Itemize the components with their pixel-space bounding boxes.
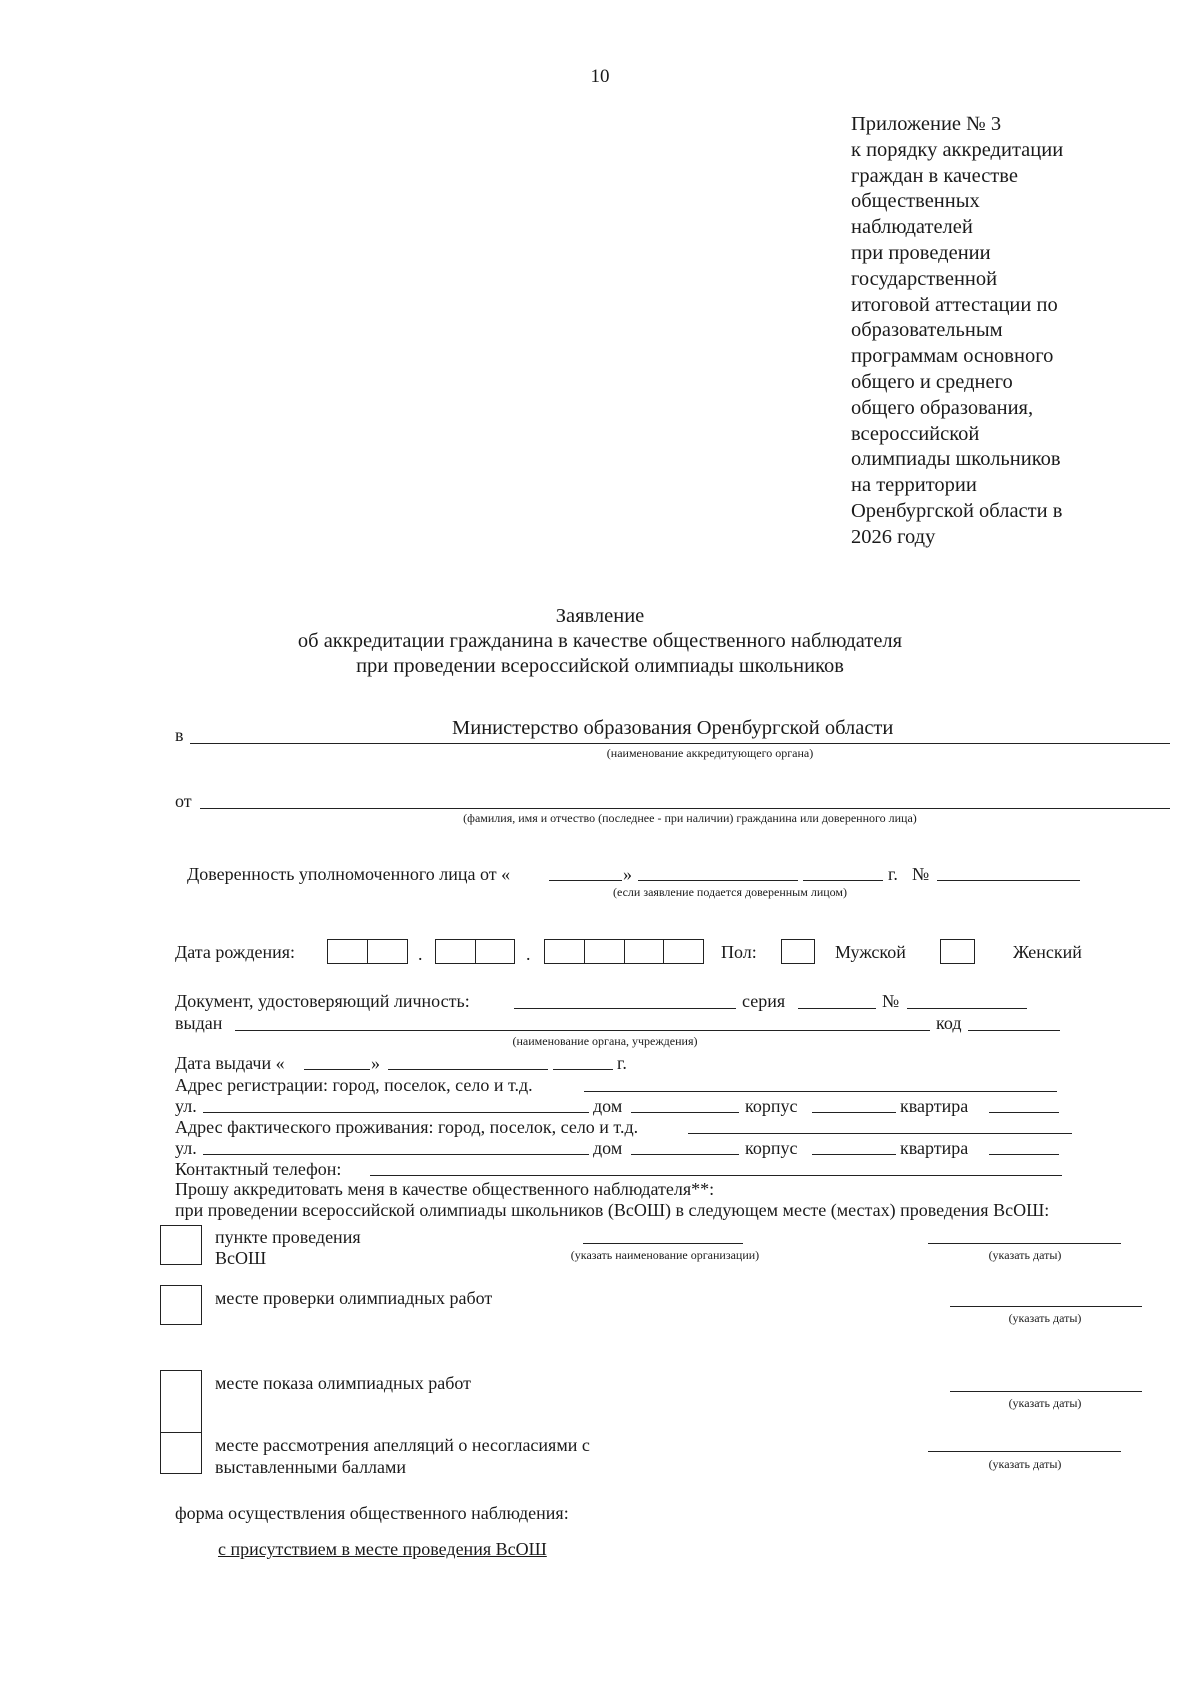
actual-street-label: ул.	[175, 1138, 197, 1158]
observation-form-label: форма осуществления общественного наблюдения:	[175, 1503, 569, 1523]
proxy-number-label: №	[912, 864, 930, 884]
appendix-line: граждан в качестве	[851, 164, 1018, 187]
birth-label: Дата рождения:	[175, 942, 296, 962]
phone-label: Контактный телефон:	[175, 1159, 342, 1179]
request-line-1: Прошу аккредитовать меня в качестве общественного наблюдателя**:	[175, 1179, 715, 1199]
phone-line[interactable]	[370, 1175, 1062, 1176]
date-separator-1: .	[418, 944, 423, 964]
series-line[interactable]	[798, 1008, 876, 1009]
option-venue-line-1: пункте проведения	[215, 1227, 361, 1247]
option-venue-checkbox[interactable]	[160, 1225, 202, 1265]
appendix-line: общего образования,	[851, 396, 1034, 419]
proxy-label: Доверенность уполномоченного лица от «	[187, 864, 511, 884]
reg-apartment-label: квартира	[900, 1096, 969, 1116]
id-doc-type-line[interactable]	[514, 1008, 736, 1009]
to-value: Министерство образования Оренбургской области	[452, 717, 894, 739]
gender-female-label: Женский	[1013, 942, 1082, 962]
birth-day-cells[interactable]	[327, 939, 408, 964]
reg-street-line[interactable]	[203, 1112, 589, 1113]
option-venue-dates-line[interactable]	[928, 1243, 1121, 1244]
option-venue-line-2: ВсОШ	[215, 1248, 267, 1268]
title-line-3: при проведении всероссийской олимпиады школьников	[356, 655, 844, 677]
proxy-month-line[interactable]	[638, 880, 798, 881]
appendix-line: общественных	[851, 190, 980, 213]
issue-day-line[interactable]	[304, 1069, 370, 1070]
option-showing-checkbox[interactable]	[160, 1370, 202, 1433]
to-line	[190, 743, 1170, 744]
actual-house-label: дом	[593, 1138, 623, 1158]
issue-date-label: Дата выдачи «	[175, 1053, 285, 1073]
option-showing-dates-caption: (указать даты)	[1008, 1396, 1082, 1410]
gender-male-checkbox[interactable]	[781, 939, 815, 964]
option-checking-dates-line[interactable]	[950, 1306, 1142, 1307]
actual-building-label: корпус	[745, 1138, 798, 1158]
from-prefix: от	[175, 791, 192, 811]
reg-house-line[interactable]	[631, 1112, 739, 1113]
issue-year-label: г.	[617, 1053, 627, 1073]
issue-year-line[interactable]	[553, 1069, 613, 1070]
reg-city-line[interactable]	[584, 1091, 1057, 1092]
appendix-line: всероссийской	[851, 422, 980, 445]
reg-address-label: Адрес регистрации: город, поселок, село и т.д.	[175, 1075, 533, 1095]
date-separator-2: .	[526, 944, 531, 964]
option-appeal-dates-line[interactable]	[928, 1451, 1121, 1452]
title-line-2: об аккредитации гражданина в качестве общественного наблюдателя	[297, 630, 903, 652]
issue-date-close: »	[371, 1053, 380, 1073]
option-checking-label: месте проверки олимпиадных работ	[215, 1288, 493, 1308]
to-prefix: в	[175, 725, 184, 745]
reg-house-label: дом	[593, 1096, 623, 1116]
code-label: код	[936, 1013, 962, 1033]
actual-house-line[interactable]	[631, 1154, 739, 1155]
appendix-line: 2026 году	[851, 525, 936, 548]
doc-number-line[interactable]	[907, 1008, 1027, 1009]
appendix-line: Оренбургской области в	[851, 499, 1063, 522]
proxy-day-line[interactable]	[549, 880, 622, 881]
appendix-line: программам основного	[851, 345, 1054, 368]
appendix-line: образовательным	[851, 319, 1003, 342]
appendix-line: государственной	[851, 267, 998, 290]
observation-form-value: с присутствием в месте проведения ВсОШ	[218, 1539, 547, 1559]
option-appeal-dates-caption: (указать даты)	[988, 1457, 1062, 1471]
appendix-line: общего и среднего	[851, 370, 1013, 393]
reg-apartment-line[interactable]	[989, 1112, 1059, 1113]
appendix-line: Приложение № 3	[851, 113, 1002, 135]
from-line[interactable]	[200, 808, 1170, 809]
appendix-line: олимпиады школьников	[851, 448, 1061, 471]
option-venue-dates-caption: (указать даты)	[988, 1248, 1062, 1262]
issued-label: выдан	[175, 1013, 223, 1033]
proxy-number-line[interactable]	[937, 880, 1080, 881]
actual-address-label: Адрес фактического проживания: город, поселок, село и т.д.	[175, 1117, 639, 1137]
proxy-caption: (если заявление подается доверенным лицом)	[612, 885, 848, 899]
to-caption: (наименование аккредитующего органа)	[606, 746, 814, 760]
birth-year-cells[interactable]	[544, 939, 704, 964]
option-showing-dates-line[interactable]	[950, 1391, 1142, 1392]
option-checking-checkbox[interactable]	[160, 1285, 202, 1325]
proxy-quote-close: »	[623, 864, 632, 884]
appendix-line: итоговой аттестации по	[851, 293, 1058, 316]
option-appeal-checkbox[interactable]	[160, 1432, 202, 1474]
proxy-year-line[interactable]	[803, 880, 883, 881]
reg-street-label: ул.	[175, 1096, 197, 1116]
reg-building-line[interactable]	[812, 1112, 896, 1113]
option-appeal-line-2: выставленными баллами	[215, 1457, 407, 1477]
gender-label: Пол:	[721, 942, 757, 962]
title-line-1: Заявление	[555, 605, 645, 627]
option-venue-org-line[interactable]	[583, 1243, 743, 1244]
option-showing-label: месте показа олимпиадных работ	[215, 1373, 472, 1393]
actual-city-line[interactable]	[688, 1133, 1072, 1134]
appendix-line: на территории	[851, 474, 977, 497]
from-caption: (фамилия, имя и отчество (последнее - при наличии) гражданина или доверенного лица)	[463, 811, 917, 825]
id-doc-label: Документ, удостоверяющий личность:	[175, 991, 470, 1011]
issue-month-line[interactable]	[388, 1069, 548, 1070]
actual-apartment-line[interactable]	[989, 1154, 1059, 1155]
birth-month-cells[interactable]	[435, 939, 515, 964]
actual-building-line[interactable]	[812, 1154, 896, 1155]
request-line-2: при проведении всероссийской олимпиады школьников (ВсОШ) в следующем месте (местах) проведения ВсОШ:	[175, 1200, 1050, 1220]
page-number: 10	[590, 66, 610, 87]
code-line[interactable]	[968, 1030, 1060, 1031]
appendix-line: наблюдателей	[851, 216, 973, 239]
actual-street-line[interactable]	[203, 1154, 589, 1155]
series-label: серия	[742, 991, 786, 1011]
doc-number-label: №	[882, 991, 900, 1011]
gender-female-checkbox[interactable]	[940, 939, 975, 964]
issued-caption: (наименование органа, учреждения)	[512, 1034, 698, 1048]
appendix-line: к порядку аккредитации	[851, 138, 1064, 161]
appendix-line: при проведении	[851, 241, 991, 264]
option-appeal-line-1: месте рассмотрения апелляций о несогласиями с	[215, 1435, 590, 1455]
issued-line[interactable]	[235, 1030, 930, 1031]
reg-building-label: корпус	[745, 1096, 798, 1116]
proxy-year-label: г.	[888, 864, 898, 884]
actual-apartment-label: квартира	[900, 1138, 969, 1158]
option-venue-org-caption: (указать наименование организации)	[570, 1248, 760, 1262]
gender-male-label: Мужской	[835, 942, 906, 962]
appendix-heading	[851, 112, 1181, 551]
option-checking-dates-caption: (указать даты)	[1008, 1311, 1082, 1325]
document-title	[0, 604, 1200, 679]
